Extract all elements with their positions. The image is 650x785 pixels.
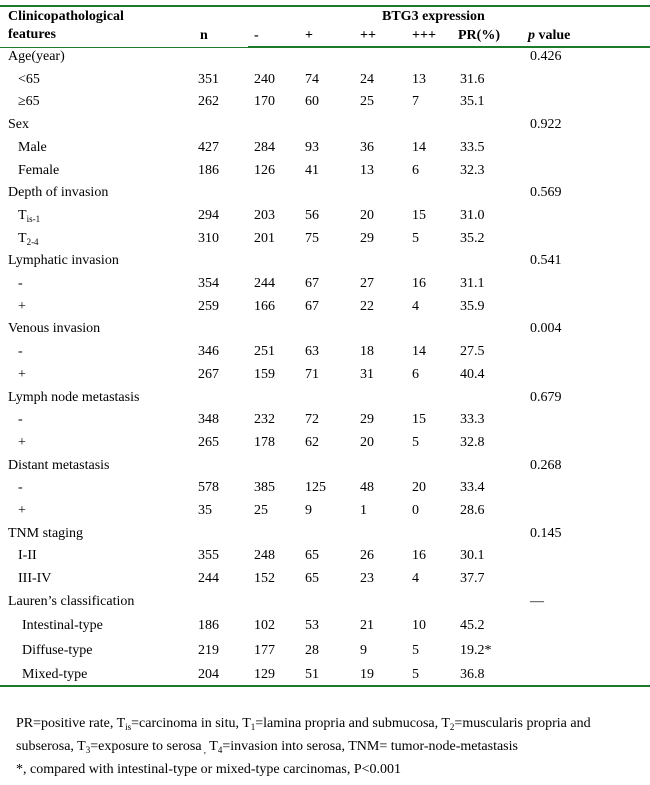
cell-n: 186	[198, 618, 219, 634]
feature-label: <65	[18, 71, 40, 87]
cell-positive-rate: 27.5	[460, 344, 485, 360]
table-row	[0, 435, 650, 457]
table-row	[0, 503, 650, 525]
cell-plus: 65	[305, 548, 319, 564]
cell-positive-rate: 31.0	[460, 207, 485, 223]
table-row	[0, 163, 650, 185]
cell-plus: 74	[305, 71, 319, 87]
cell-feature	[18, 299, 26, 315]
cell-plus-plus-plus: 0	[412, 503, 419, 518]
cell-plus-plus: 21	[360, 618, 374, 634]
feature-label: -	[18, 480, 23, 496]
cell-positive-rate: 28.6	[460, 503, 485, 518]
footnote-text: T	[206, 739, 218, 754]
cell-positive-rate: 36.8	[460, 667, 485, 683]
cell-plus: 125	[305, 480, 326, 496]
cell-n: 355	[198, 548, 219, 564]
feature-label: Diffuse-type	[22, 642, 93, 658]
cell-feature	[18, 344, 23, 360]
cell-plus: 53	[305, 618, 319, 634]
cell-positive-rate: 32.8	[460, 434, 485, 450]
cell-feature	[8, 321, 100, 337]
cell-plus-plus-plus: 10	[412, 618, 426, 634]
footnote-text: subserosa, T	[16, 739, 86, 754]
feature-label: Sex	[8, 117, 29, 133]
feature-label: +	[18, 503, 26, 518]
cell-plus-plus: 26	[360, 548, 374, 564]
cell-negative: 385	[254, 480, 275, 496]
cell-plus-plus: 13	[360, 162, 374, 178]
cell-feature	[18, 367, 26, 383]
feature-label: Intestinal-type	[22, 618, 103, 634]
footnote-subscript: 1	[250, 722, 256, 732]
table-group-row	[0, 49, 650, 71]
table-row	[0, 299, 650, 321]
cell-positive-rate: 31.6	[460, 71, 485, 87]
footnotes	[16, 712, 650, 781]
cell-negative: 170	[254, 94, 275, 110]
cell-plus: 72	[305, 412, 319, 428]
feature-label: Lymphatic invasion	[8, 253, 119, 269]
cell-plus-plus: 27	[360, 276, 374, 291]
footnote-subscript: 2	[449, 722, 455, 732]
cell-positive-rate: 45.2	[460, 618, 485, 634]
cell-feature	[18, 163, 59, 179]
cell-n: 265	[198, 434, 219, 450]
cell-plus-plus: 29	[360, 230, 374, 246]
cell-feature	[18, 435, 26, 451]
cell-n: 186	[198, 162, 219, 178]
cell-n: 346	[198, 344, 219, 360]
cell-positive-rate: 33.5	[460, 139, 485, 155]
table-row	[0, 94, 650, 116]
cell-plus-plus: 9	[360, 642, 367, 658]
table-row	[0, 618, 650, 640]
cell-plus-plus-plus: 7	[412, 94, 419, 110]
cell-negative: 102	[254, 618, 275, 634]
cell-negative: 251	[254, 344, 275, 360]
cell-n: 294	[198, 207, 219, 223]
feature-label: T	[18, 207, 27, 223]
cell-plus-plus-plus: 14	[412, 344, 426, 360]
cell-plus: 41	[305, 162, 319, 178]
header-negative: -	[254, 28, 259, 43]
cell-n: 578	[198, 480, 219, 496]
cell-plus-plus: 22	[360, 298, 374, 314]
table-row	[0, 480, 650, 502]
header-plus-plus: ++	[360, 28, 376, 43]
cell-feature	[18, 276, 23, 292]
table-group-row	[0, 526, 650, 548]
cell-plus-plus-plus: 5	[412, 642, 419, 658]
cell-plus-plus-plus: 4	[412, 298, 419, 314]
cell-feature	[18, 140, 47, 156]
cell-p-value: 0.569	[530, 185, 562, 201]
feature-subscript: is-1	[26, 213, 41, 224]
cell-plus-plus: 31	[360, 366, 374, 382]
footnote-text: =carcinoma in situ, T	[131, 716, 251, 731]
cell-n: 354	[198, 276, 219, 291]
cell-plus-plus: 1	[360, 503, 367, 518]
feature-label: Lauren’s classification	[8, 593, 135, 609]
table-group-row	[0, 253, 650, 275]
cell-p-value: —	[530, 593, 544, 609]
cell-feature	[18, 503, 26, 519]
feature-label: Age(year)	[8, 49, 65, 64]
cell-positive-rate: 40.4	[460, 366, 485, 382]
footnote-text: =muscularis propria and	[454, 716, 591, 731]
cell-feature	[8, 458, 110, 474]
cell-feature	[18, 571, 51, 587]
table-group-row	[0, 390, 650, 412]
feature-label: +	[18, 434, 26, 450]
cell-negative: 177	[254, 642, 275, 658]
header-plus-plus-plus: +++	[412, 28, 436, 43]
cell-feature	[18, 548, 37, 564]
feature-label: Mixed-type	[22, 667, 88, 683]
header-feature-line1: Clinicopathological	[8, 9, 124, 24]
cell-plus-plus-plus: 4	[412, 571, 419, 587]
cell-positive-rate: 37.7	[460, 571, 485, 587]
footnote-subscript: 3	[85, 745, 91, 755]
table-group-row	[0, 594, 650, 616]
cell-plus-plus-plus: 5	[412, 434, 419, 450]
footnote-abbreviations-line1	[16, 712, 650, 735]
cell-feature	[18, 94, 40, 110]
cell-plus-plus-plus: 15	[412, 412, 426, 428]
cell-plus-plus-plus: 14	[412, 139, 426, 155]
header-bottom-rule	[0, 47, 650, 48]
cell-n: 244	[198, 571, 219, 587]
table-row	[0, 208, 650, 230]
cell-plus: 67	[305, 298, 319, 314]
cell-plus-plus: 18	[360, 344, 374, 360]
cell-plus: 65	[305, 571, 319, 587]
cell-negative: 201	[254, 230, 275, 246]
cell-p-value: 0.004	[530, 321, 562, 337]
footnote-text: =invasion into serosa, TNM= tumor-node-metastasis	[222, 739, 518, 754]
feature-label: +	[18, 366, 26, 382]
feature-label: Venous invasion	[8, 321, 101, 337]
cell-negative: 159	[254, 366, 275, 382]
cell-positive-rate: 33.4	[460, 480, 485, 496]
cell-feature	[18, 208, 40, 224]
cell-plus-plus-plus: 5	[412, 667, 419, 683]
table-row	[0, 72, 650, 94]
feature-label: TNM staging	[8, 525, 84, 541]
cell-plus-plus: 19	[360, 667, 374, 683]
cell-n: 35	[198, 503, 212, 518]
cell-plus-plus: 36	[360, 139, 374, 155]
header-n: n	[200, 28, 208, 43]
cell-positive-rate: 31.1	[460, 276, 485, 291]
table-group-row	[0, 321, 650, 343]
cell-positive-rate: 30.1	[460, 548, 485, 564]
footnote-text: PR=positive rate, T	[16, 716, 126, 731]
cell-plus: 75	[305, 230, 319, 246]
feature-label: -	[18, 412, 23, 428]
cell-negative: 203	[254, 207, 275, 223]
feature-label: -	[18, 344, 23, 360]
table-row	[0, 367, 650, 389]
cell-n: 204	[198, 667, 219, 683]
cell-n: 262	[198, 94, 219, 110]
feature-label: -	[18, 276, 23, 291]
cell-feature	[22, 667, 87, 683]
cell-plus-plus-plus: 16	[412, 548, 426, 564]
feature-label: Lymph node metastasis	[8, 389, 140, 405]
cell-plus-plus-plus: 13	[412, 71, 426, 87]
feature-label: Male	[18, 139, 47, 155]
cell-plus-plus-plus: 6	[412, 162, 419, 178]
cell-positive-rate: 32.3	[460, 162, 485, 178]
cell-n: 348	[198, 412, 219, 428]
footnote-subscript: is	[125, 722, 132, 732]
cell-plus-plus: 25	[360, 94, 374, 110]
cell-n: 219	[198, 642, 219, 658]
cell-plus-plus-plus: 20	[412, 480, 426, 496]
cell-positive-rate: 35.9	[460, 298, 485, 314]
feature-label: +	[18, 298, 26, 314]
cell-n: 310	[198, 230, 219, 246]
cell-plus: 56	[305, 207, 319, 223]
cell-negative: 284	[254, 139, 275, 155]
table-row	[0, 548, 650, 570]
table-row	[0, 231, 650, 253]
footnote-subscript: ,	[201, 745, 207, 755]
cell-plus-plus-plus: 15	[412, 207, 426, 223]
cell-negative: 126	[254, 162, 275, 178]
cell-negative: 248	[254, 548, 275, 564]
cell-negative: 25	[254, 503, 268, 518]
footnote-text: =lamina propria and submucosa, T	[255, 716, 450, 731]
feature-label: ≥65	[18, 94, 40, 110]
cell-feature	[8, 117, 29, 133]
table-row	[0, 140, 650, 162]
cell-n: 351	[198, 71, 219, 87]
footnote-text: =exposure to serosa	[90, 739, 202, 754]
header-group-title: BTG3 expression	[382, 9, 485, 24]
cell-feature	[8, 594, 134, 610]
cell-n: 259	[198, 298, 219, 314]
cell-positive-rate: 35.1	[460, 94, 485, 110]
cell-plus-plus: 48	[360, 480, 374, 496]
feature-subscript: 2-4	[26, 236, 39, 247]
feature-label: Depth of invasion	[8, 185, 109, 201]
table-row	[0, 571, 650, 593]
header-plus: +	[305, 28, 313, 43]
cell-negative: 240	[254, 71, 275, 87]
cell-positive-rate: 33.3	[460, 412, 485, 428]
table-row	[0, 276, 650, 298]
table-row	[0, 643, 650, 665]
cell-negative: 152	[254, 571, 275, 587]
cell-n: 427	[198, 139, 219, 155]
cell-feature	[8, 49, 65, 65]
table-group-row	[0, 117, 650, 139]
cell-feature	[22, 643, 93, 659]
header-feature-line2: features	[8, 27, 56, 42]
cell-feature	[18, 72, 40, 88]
cell-negative: 232	[254, 412, 275, 428]
cell-plus-plus-plus: 16	[412, 276, 426, 291]
cell-plus: 9	[305, 503, 312, 518]
cell-plus-plus: 20	[360, 434, 374, 450]
feature-label: T	[18, 230, 27, 246]
table-top-rule	[0, 5, 650, 7]
cell-p-value: 0.541	[530, 253, 562, 269]
feature-label: Distant metastasis	[8, 457, 110, 473]
table-group-row	[0, 458, 650, 480]
cell-feature	[8, 390, 139, 406]
footnote-subscript: 4	[217, 745, 223, 755]
footnote-abbreviations-line2	[16, 735, 650, 758]
cell-positive-rate: 19.2*	[460, 642, 492, 658]
cell-p-value: 0.426	[530, 49, 562, 64]
cell-feature	[8, 526, 83, 542]
cell-plus: 71	[305, 366, 319, 382]
cell-plus-plus-plus: 6	[412, 366, 419, 382]
cell-plus: 28	[305, 642, 319, 658]
feature-label: I-II	[18, 548, 37, 564]
cell-feature	[18, 412, 23, 428]
cell-plus: 60	[305, 94, 319, 110]
cell-plus-plus: 24	[360, 71, 374, 87]
cell-negative: 178	[254, 434, 275, 450]
feature-label: Female	[18, 162, 60, 178]
cell-plus: 93	[305, 139, 319, 155]
cell-plus-plus-plus: 5	[412, 230, 419, 246]
cell-plus: 62	[305, 434, 319, 450]
header-positive-rate: PR(%)	[458, 28, 500, 43]
cell-feature	[18, 480, 23, 496]
feature-label: III-IV	[18, 571, 52, 587]
cell-plus: 63	[305, 344, 319, 360]
cell-feature	[18, 231, 39, 247]
cell-negative: 129	[254, 667, 275, 683]
header-p-value: p value	[528, 28, 571, 43]
table-row	[0, 344, 650, 366]
table-bottom-rule	[0, 685, 650, 687]
cell-p-value: 0.679	[530, 389, 562, 405]
cell-feature	[8, 253, 119, 269]
footnote-significance: *, compared with intestinal-type or mixed-type carcinomas, P<0.001	[16, 762, 402, 777]
cell-n: 267	[198, 366, 219, 382]
cell-plus-plus: 23	[360, 571, 374, 587]
cell-plus-plus: 20	[360, 207, 374, 223]
cell-positive-rate: 35.2	[460, 230, 485, 246]
cell-p-value: 0.145	[530, 525, 562, 541]
table-row	[0, 412, 650, 434]
cell-plus-plus: 29	[360, 412, 374, 428]
cell-feature	[22, 618, 103, 634]
cell-p-value: 0.268	[530, 457, 562, 473]
cell-plus: 51	[305, 667, 319, 683]
table-group-row	[0, 185, 650, 207]
cell-plus: 67	[305, 276, 319, 291]
cell-negative: 244	[254, 276, 275, 291]
cell-p-value: 0.922	[530, 117, 562, 133]
cell-feature	[8, 185, 108, 201]
cell-negative: 166	[254, 298, 275, 314]
